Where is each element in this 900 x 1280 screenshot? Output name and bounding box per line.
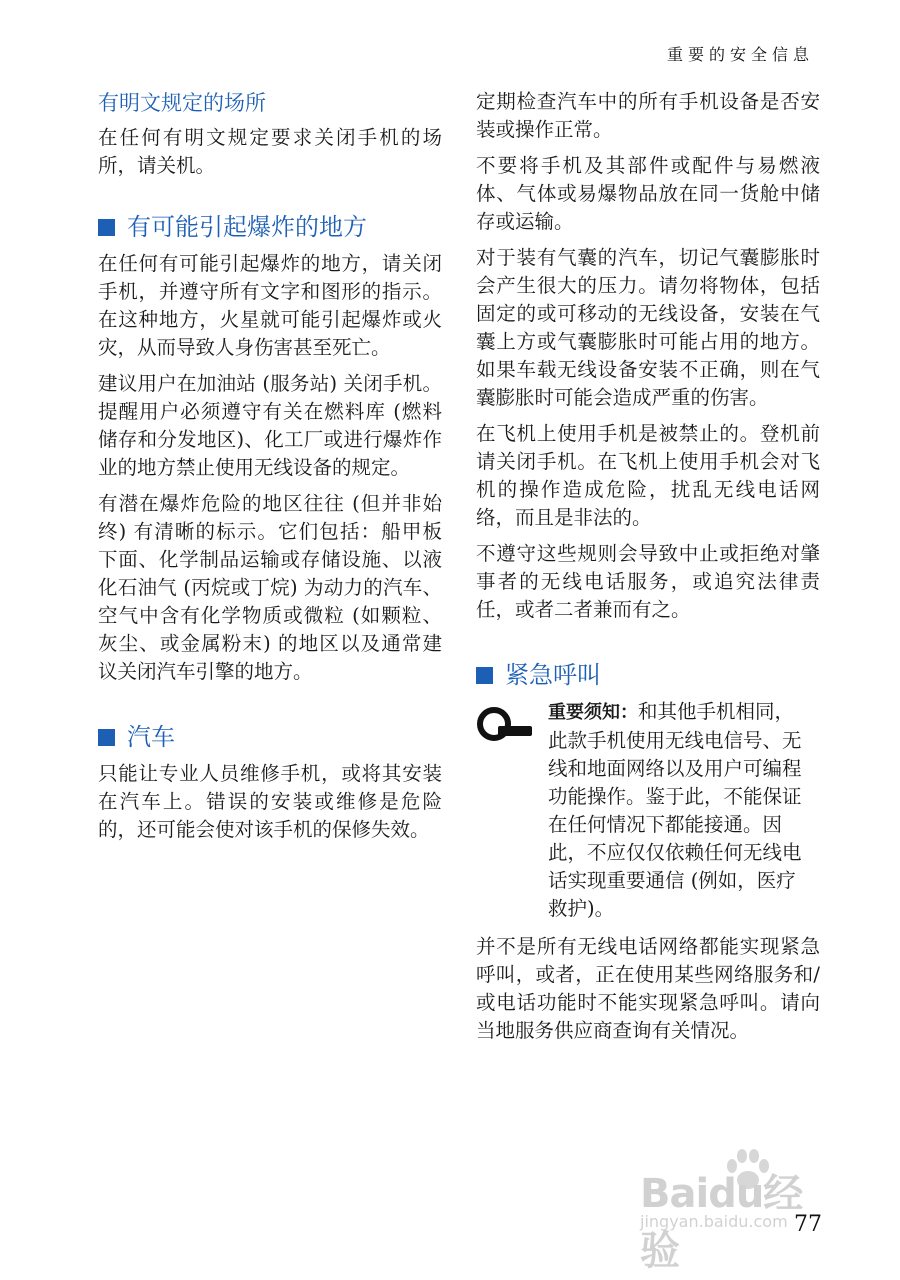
section-heading-emergency bbox=[476, 658, 820, 692]
paragraph: 并不是所有无线电话网络都能实现紧急呼叫，或者，正在使用某些网络服务和/或电话功能时不能实现紧急呼叫。请向当地服务供应商查询有关情况。 bbox=[476, 935, 820, 1042]
section-bullet-icon bbox=[98, 219, 115, 236]
section-title: 汽车 bbox=[127, 723, 175, 751]
section-heading-explosive bbox=[98, 210, 442, 244]
note-body: 和其他手机相同，此款手机使用无线电信号、无线和地面网络以及用户可编程功能操作。鉴于此，不能保证在任何情况下都能接通。因此，不应仅仅依赖任何无线电话实现重要通信 (例如，医疗救护)。 bbox=[548, 700, 802, 920]
note-icon bbox=[476, 698, 534, 923]
section-title: 紧急呼叫 bbox=[505, 661, 601, 689]
subsection-title: 有明文规定的场所 bbox=[98, 91, 266, 115]
paragraph: 在任何有可能引起爆炸的地方，请关闭手机，并遵守所有文字和图形的指示。在这种地方，火星就可能引起爆炸或火灾，从而导致人身伤害甚至死亡。 bbox=[98, 252, 442, 359]
paragraph: 不要将手机及其部件或配件与易燃液体、气体或易爆物品放在同一货舱中储存或运输。 bbox=[476, 154, 820, 233]
page-number: 77 bbox=[794, 1212, 822, 1237]
paragraph: 有潜在爆炸危险的地区往往 (但并非始终) 有清晰的标示。它们包括：船甲板下面、化学制品运输或存储设施、以液化石油气 (丙烷或丁烷) 为动力的汽车、空气中含有化学物质或微粒 (如颗粒、灰尘、或金属粉末) 的地区以及通常建议关闭汽车引擎的地方。 bbox=[98, 492, 442, 683]
section-title: 有可能引起爆炸的地方 bbox=[127, 213, 367, 241]
paragraph: 建议用户在加油站 (服务站) 关闭手机。提醒用户必须遵守有关在燃料库 (燃料储存和分发地区)、化工厂或进行爆炸作业的地方禁止使用无线设备的规定。 bbox=[98, 372, 442, 479]
paragraph: 在飞机上使用手机是被禁止的。登机前请关闭手机。在飞机上使用手机会对飞机的操作造成危险，扰乱无线电话网络，而且是非法的。 bbox=[476, 422, 820, 529]
section-heading-vehicle bbox=[98, 720, 442, 754]
paragraph: 在任何有明文规定要求关闭手机的场所，请关机。 bbox=[98, 126, 442, 177]
paragraph: 不遵守这些规则会导致中止或拒绝对肇事者的无线电话服务，或追究法律责任，或者二者兼而有之。 bbox=[476, 542, 820, 621]
section-bullet-icon bbox=[476, 667, 493, 684]
paragraph: 定期检查汽车中的所有手机设备是否安装或操作正常。 bbox=[476, 90, 820, 141]
watermark bbox=[640, 1148, 840, 1274]
left-column bbox=[98, 88, 442, 852]
important-note bbox=[476, 698, 820, 923]
note-label: 重要须知： bbox=[548, 702, 638, 723]
watermark-logo: Baidu经验 bbox=[640, 1171, 803, 1274]
section-bullet-icon bbox=[98, 729, 115, 746]
right-column bbox=[476, 88, 820, 1053]
running-header: 重要的安全信息 bbox=[666, 45, 814, 64]
paragraph: 只能让专业人员维修手机，或将其安装在汽车上。错误的安装或维修是危险的，还可能会使对该手机的保修失效。 bbox=[98, 762, 442, 841]
paragraph: 对于装有气囊的汽车，切记气囊膨胀时会产生很大的压力。请勿将物体，包括固定的或可移动的无线设备，安装在气囊上方或气囊膨胀时可能占用的地方。如果车载无线设备安装不正确，则在气囊膨胀时可能会造成严重的伤害。 bbox=[476, 246, 820, 409]
note-text bbox=[534, 698, 806, 923]
watermark-url: jingyan.baidu.com bbox=[640, 1212, 788, 1231]
